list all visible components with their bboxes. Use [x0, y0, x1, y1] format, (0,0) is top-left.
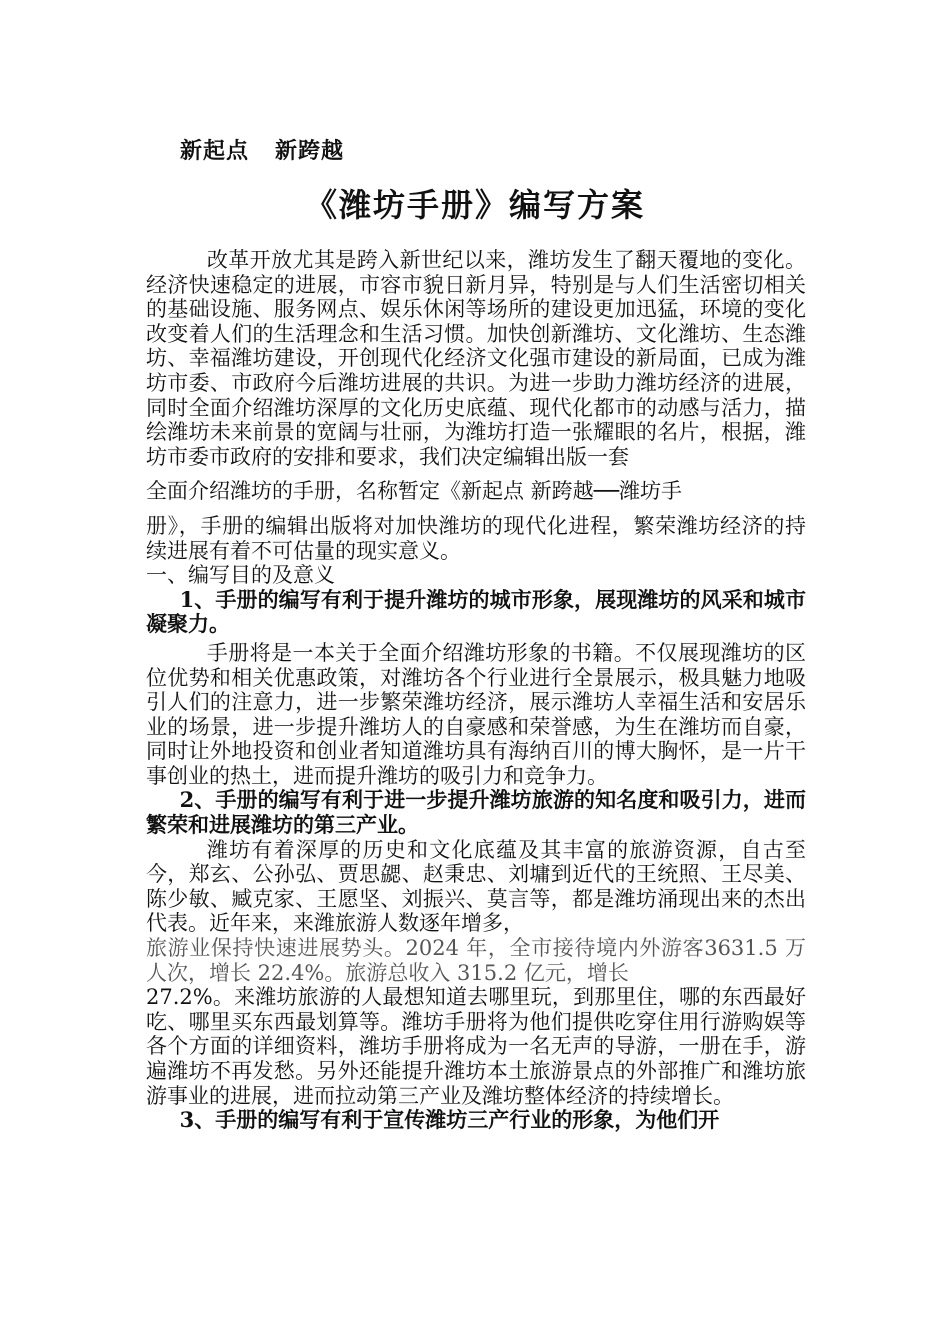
item-body-2a: 潍坊有着深厚的历史和文化底蕴及其丰富的旅游资源，自古至今，郑玄、公孙弘、贾思勰、赵秉忠、刘墉到近代的王统照、王尽美、陈少敏、臧克家、王愿坚、刘振兴、莫言等，都是潍坊涌现出来的杰出代表。近年来，来潍旅游人数逐年增多，	[146, 837, 806, 936]
kicker-new-leap: 新跨越	[275, 138, 345, 164]
item-body-2c: 27.2%。来潍坊旅游的人最想知道去哪里玩，到那里住，哪的东西最好吃、哪里买东西最划算等。潍坊手册将为他们提供吃穿住用行游购娱等各个方面的详细资料，潍坊手册将成为一名无声的导游，一册在手，游遍潍坊不再发愁。另外还能提升潍坊本土旅游景点的外部推广和潍坊旅游事业的进展，进而拉动第三产业及潍坊整体经济的持续增长。	[146, 985, 806, 1108]
document-title: 《潍坊手册》编写方案	[304, 186, 645, 224]
kicker-new-start: 新起点	[180, 138, 250, 164]
document-body	[146, 248, 806, 1133]
intro-paragraph-end: 册》，手册的编辑出版将对加快潍坊的现代化进程，繁荣潍坊经济的持续进展有着不可估量的现实意义。	[146, 513, 806, 563]
section-heading: 一、编写目的及意义	[146, 563, 335, 588]
document-kicker	[180, 134, 344, 165]
item-heading-2: 2、手册的编写有利于进一步提升潍坊旅游的知名度和吸引力，进而繁荣和进展潍坊的第三产业。	[146, 787, 806, 838]
item-body-1: 手册将是一本关于全面介绍潍坊形象的书籍。不仅展现潍坊的区位优势和相关优惠政策，对潍坊各个行业进行全景展示，极具魅力地吸引人们的注意力，进一步繁荣潍坊经济，展示潍坊人幸福生活和安居乐业的场景，进一步提升潍坊人的自豪感和荣誉感，为生在潍坊而自豪，同时让外地投资和创业者知道潍坊具有海纳百川的博大胸怀，是一片干事创业的热土，进而提升潍坊的吸引力和竞争力。	[146, 640, 806, 788]
intro-paragraph-cont: 全面介绍潍坊的手册，名称暂定《新起点 新跨越──潍坊手	[146, 479, 682, 504]
item-body-2b: 旅游业保持快速进展势头。2024 年，全市接待境内外游客3631.5 万人次，增长 22.4%。旅游总收入 315.2 亿元，增长	[146, 936, 806, 985]
intro-paragraph: 改革开放尤其是跨入新世纪以来，潍坊发生了翻天覆地的变化。经济快速稳定的进展，市容市貌日新月异，特别是与人们生活密切相关的基础设施、服务网点、娱乐休闲等场所的建设更加迅猛，环境的变化改变着人们的生活理念和生活习惯。加快创新潍坊、文化潍坊、生态潍坊、幸福潍坊建设，开创现代化经济文化强市建设的新局面，已成为潍坊市委、市政府今后潍坊进展的共识。为进一步助力潍坊经济的进展，同时全面介绍潍坊深厚的文化历史底蕴、现代化都市的动感与活力，描绘潍坊未来前景的宽阔与壮丽，为潍坊打造一张耀眼的名片，根据，潍坊市委市政府的安排和要求，我们决定编辑出版一套	[146, 248, 806, 469]
item-heading-3: 3、手册的编写有利于宣传潍坊三产行业的形象，为他们开	[179, 1107, 720, 1133]
item-heading-1: 1、手册的编写有利于提升潍坊的城市形象，展现潍坊的风采和城市凝聚力。	[146, 586, 806, 637]
